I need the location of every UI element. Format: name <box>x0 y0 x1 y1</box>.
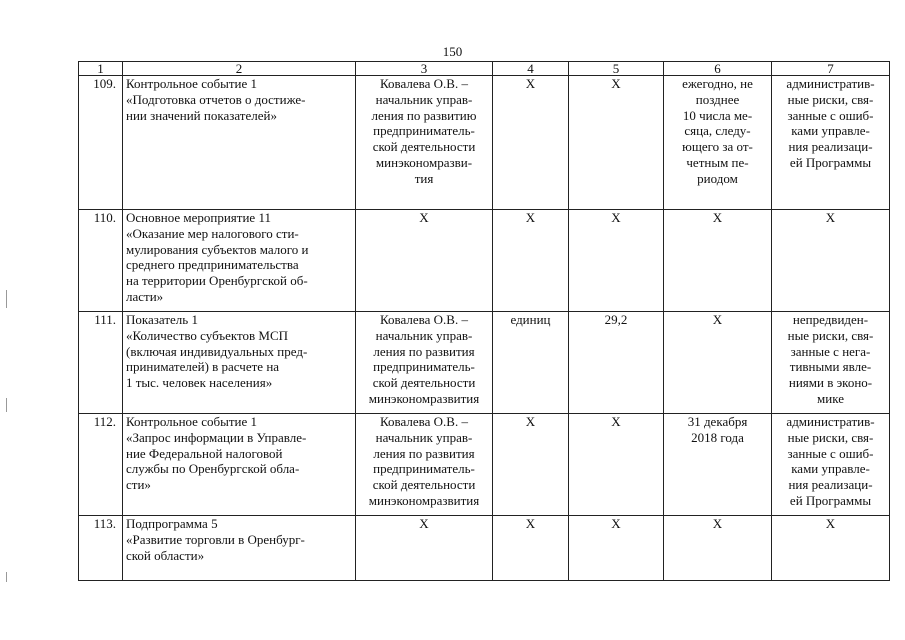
activity-name: Подпрограмма 5 «Развитие торговли в Оренбург- ской области» <box>123 516 356 581</box>
column-number-row <box>79 62 890 76</box>
deadline-cell: Х <box>664 312 772 414</box>
value-cell: Х <box>569 516 664 581</box>
column-number: 3 <box>356 62 493 76</box>
responsible-person: Х <box>356 516 493 581</box>
row-number: 110. <box>79 210 123 312</box>
responsible-person: Ковалева О.В. – начальник управ- ления по развития предприниматель- ской деятельности минэкономразвития <box>356 312 493 414</box>
risk-cell: административ- ные риски, свя- занные с ошиб- ками управле- ния реализаци- ей Программы <box>772 76 890 210</box>
row-number: 113. <box>79 516 123 581</box>
value-cell: Х <box>569 414 664 516</box>
activity-name: Контрольное событие 1 «Запрос информации в Управле- ние Федеральной налоговой службы по Оренбургской обла- сти» <box>123 414 356 516</box>
value-cell: 29,2 <box>569 312 664 414</box>
scan-margin-mark <box>6 398 7 412</box>
table-row <box>79 76 890 210</box>
risk-cell: административ- ные риски, свя- занные с ошиб- ками управле- ния реализаци- ей Программы <box>772 414 890 516</box>
column-number: 7 <box>772 62 890 76</box>
page-number: 150 <box>442 44 463 59</box>
responsible-person: Ковалева О.В. – начальник управ- ления по развития предприниматель- ской деятельности минэкономразвития <box>356 414 493 516</box>
unit-cell: Х <box>493 210 569 312</box>
responsible-person: Ковалева О.В. – начальник управ- ления по развитию предприниматель- ской деятельности минэкономразви- тия <box>356 76 493 210</box>
column-number: 5 <box>569 62 664 76</box>
unit-cell: Х <box>493 76 569 210</box>
activity-name: Основное мероприятие 11 «Оказание мер налогового сти- мулирования субъектов малого и среднего предпринимательства на территории Оренбургской об- ласти» <box>123 210 356 312</box>
unit-cell: Х <box>493 414 569 516</box>
table-row <box>79 516 890 581</box>
risk-cell: непредвиден- ные риски, свя- занные с нега- тивными явле- ниями в эконо- мике <box>772 312 890 414</box>
column-number: 2 <box>123 62 356 76</box>
row-number: 109. <box>79 76 123 210</box>
column-number: 6 <box>664 62 772 76</box>
risk-cell: Х <box>772 516 890 581</box>
risk-cell: Х <box>772 210 890 312</box>
table-row <box>79 414 890 516</box>
activity-name: Контрольное событие 1 «Подготовка отчетов о достиже- нии значений показателей» <box>123 76 356 210</box>
row-number: 111. <box>79 312 123 414</box>
deadline-cell: Х <box>664 516 772 581</box>
deadline-cell: ежегодно, не позднее 10 числа ме- сяца, следу- ющего за от- четным пе- риодом <box>664 76 772 210</box>
scan-margin-mark <box>6 572 7 582</box>
column-number: 1 <box>79 62 123 76</box>
row-number: 112. <box>79 414 123 516</box>
table-row <box>79 312 890 414</box>
scan-margin-mark <box>6 290 7 308</box>
unit-cell: единиц <box>493 312 569 414</box>
program-activities-table <box>78 61 890 581</box>
activity-name: Показатель 1 «Количество субъектов МСП (включая индивидуальных пред- принимателей) в расчете на 1 тыс. человек населения» <box>123 312 356 414</box>
value-cell: Х <box>569 76 664 210</box>
value-cell: Х <box>569 210 664 312</box>
column-number: 4 <box>493 62 569 76</box>
table-row <box>79 210 890 312</box>
unit-cell: Х <box>493 516 569 581</box>
deadline-cell: Х <box>664 210 772 312</box>
deadline-cell: 31 декабря 2018 года <box>664 414 772 516</box>
responsible-person: Х <box>356 210 493 312</box>
